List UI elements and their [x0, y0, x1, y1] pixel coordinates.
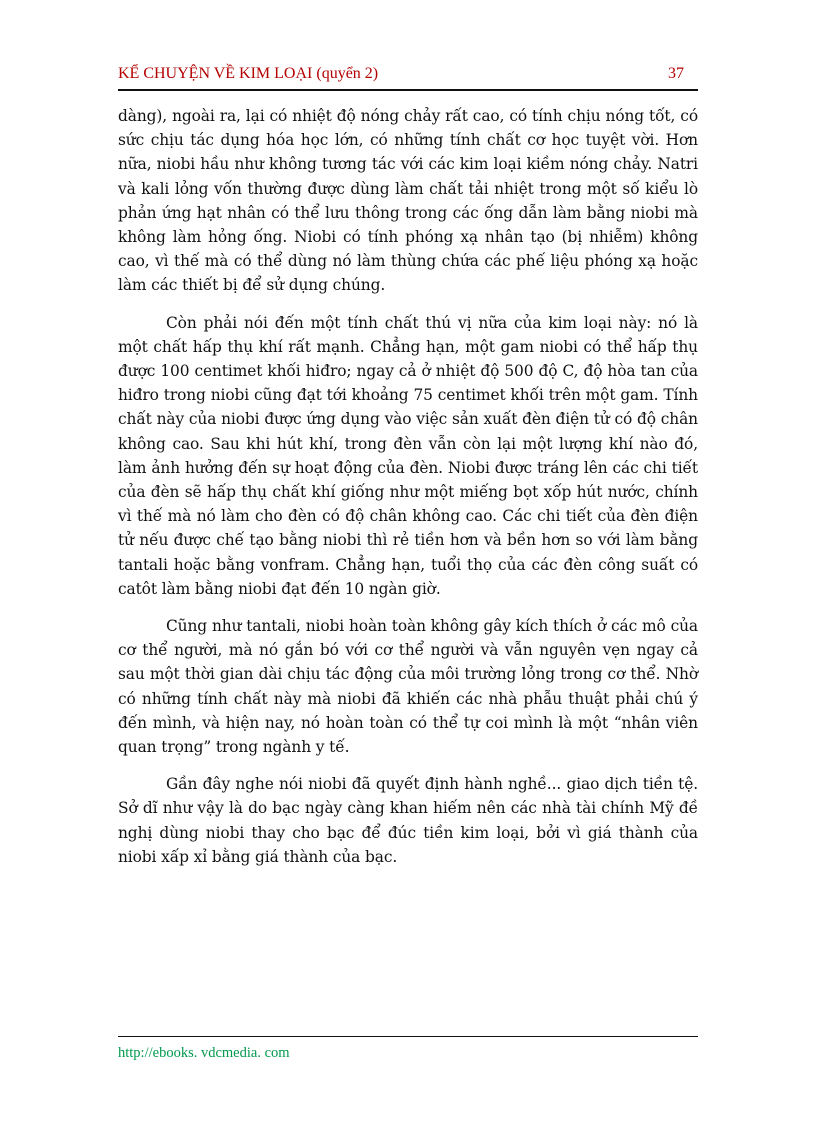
footer-divider	[118, 1036, 698, 1037]
page-body	[118, 104, 698, 882]
book-volume: (quyển 2)	[316, 65, 379, 82]
page-header	[118, 63, 698, 89]
footer-link[interactable]: http://ebooks. vdcmedia. com	[118, 1045, 290, 1061]
paragraph-continuation: dàng), ngoài ra, lại có nhiệt độ nóng chảy rất cao, có tính chịu nóng tốt, có sức chịu tác dụng hóa học lớn, có những tính chất cơ học tuyệt vời. Hơn nữa, niobi hầu như không tương tác với các kim loại kiềm nóng chảy. Natri và kali lỏng vốn thường được dùng làm chất tải nhiệt trong một số kiểu lò phản ứng hạt nhân có thể lưu thông trong các ống dẫn làm bằng niobi mà không làm hỏng ống. Niobi có tính phóng xạ nhân tạo (bị nhiễm) không cao, vì thế mà có thể dùng nó làm thùng chứa các phế liệu phóng xạ hoặc làm các thiết bị để sử dụng chúng.	[118, 107, 698, 295]
header-divider	[118, 89, 698, 91]
paragraph-medical-use: Cũng như tantali, niobi hoàn toàn không gây kích thích ở các mô của cơ thể người, mà nó gắn bó với cơ thể người và vẫn nguyên vẹn ngay cả sau một thời gian dài chịu tác động của môi trường lỏng trong cơ thể. Nhờ có những tính chất này mà niobi đã khiến các nhà phẫu thuật phải chú ý đến mình, và hiện nay, nó hoàn toàn có thể tự coi mình là một “nhân viên quan trọng” trong ngành y tế.	[118, 617, 698, 757]
paragraph-gas-absorption: Còn phải nói đến một tính chất thú vị nữa của kim loại này: nó là một chất hấp thụ khí rất mạnh. Chẳng hạn, một gam niobi có thể hấp thụ được 100 centimet khối hiđro; ngay cả ở nhiệt độ 500 độ C, độ hòa tan của hiđro trong niobi cũng đạt tới khoảng 75 centimet khối trên một gam. Tính chất này của niobi được ứng dụng vào việc sản xuất đèn điện tử có độ chân không cao. Sau khi hút khí, trong đèn vẫn còn lại một lượng khí nào đó, làm ảnh hưởng đến sự hoạt động của đèn. Niobi được tráng lên các chi tiết của đèn sẽ hấp thụ chất khí giống như một miếng bọt xốp hút nước, chính vì thế mà nó làm cho đèn có độ chân không cao. Các chi tiết của đèn điện tử nếu được chế tạo bằng niobi thì rẻ tiền hơn và bền hơn so với làm bằng tantali hoặc bằng vonfram. Chẳng hạn, tuổi thọ của các đèn công suất có catôt làm bằng niobi đạt đến 10 ngàn giờ.	[118, 313, 698, 598]
book-title	[118, 65, 378, 83]
page-number: 37	[668, 65, 684, 82]
paragraph-currency: Gần đây nghe nói niobi đã quyết định hành nghề... giao dịch tiền tệ. Sở dĩ như vậy là do bạc ngày càng khan hiếm nên các nhà tài chính Mỹ đề nghị dùng niobi thay cho bạc để đúc tiền kim loại, bởi vì giá thành của niobi xấp xỉ bằng giá thành của bạc.	[118, 775, 698, 866]
book-title-main: KỂ CHUYỆN VỀ KIM LOẠI	[118, 65, 313, 82]
